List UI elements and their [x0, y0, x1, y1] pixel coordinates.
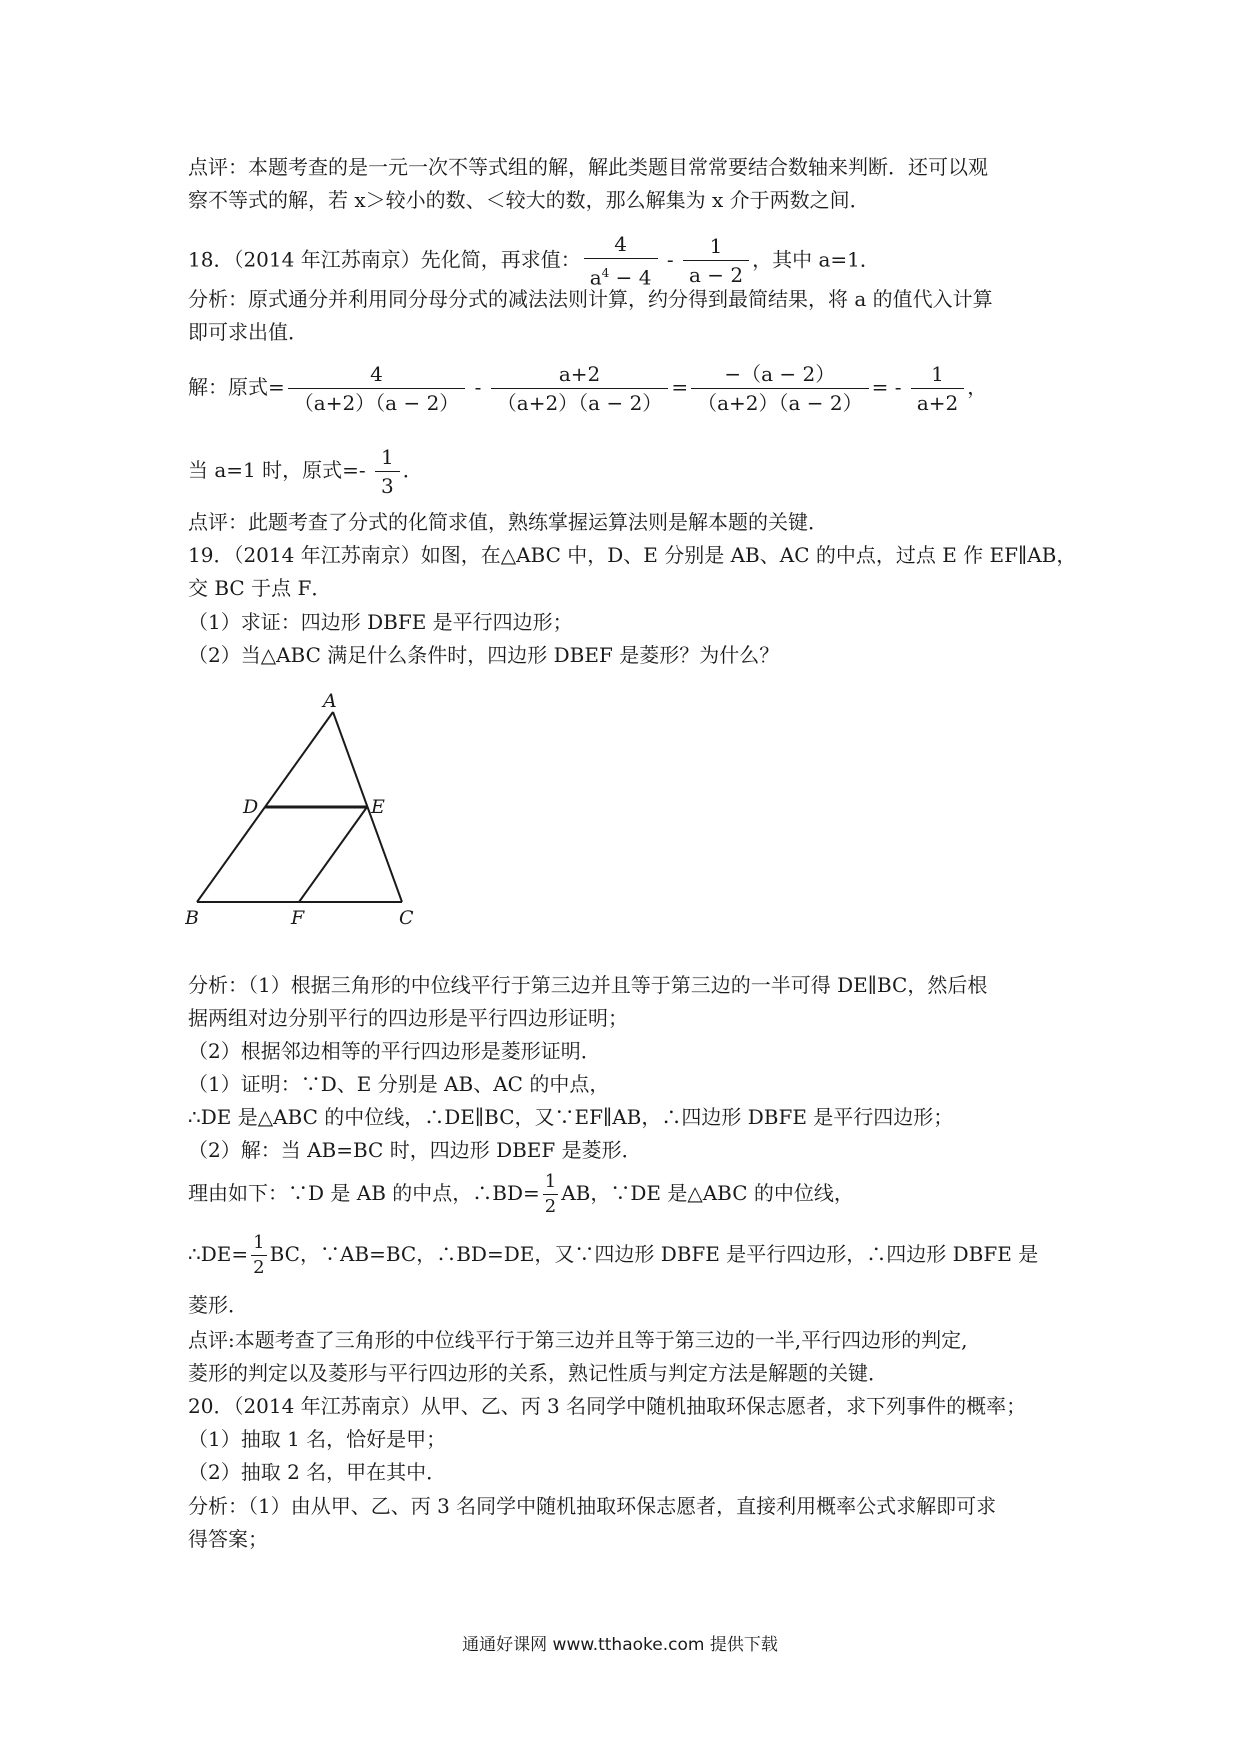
analysis-18-line-1: 分析：原式通分并利用同分母分式的减法法则计算，约分得到最简结果，将 a 的值代入计算 — [188, 287, 993, 311]
label-b: B — [185, 907, 199, 928]
proof-19-line-4: 理由如下：∵D 是 AB 的中点，∴BD= $\frac{1}{2}$ AB，∵DE 是△ABC 的中位线， — [188, 1171, 854, 1217]
analysis-19-line-2: 据两组对边分别平行的四边形是平行四边形证明； — [188, 1006, 628, 1030]
comment-18: 点评：此题考查了分式的化简求值，熟练掌握运算法则是解本题的关键． — [188, 510, 828, 534]
solution-fraction-3: $\frac{-(a - 2)}{(a+2)(a - 2)}$ — [691, 362, 869, 415]
solution-18-value: 当 a=1 时，原式=- $\frac{1}{3}$ ． — [188, 445, 423, 498]
fraction-one-half: $\frac{1}{2}$ — [544, 1171, 557, 1217]
question-19-part-2: （2）当△ABC 满足什么条件时，四边形 DBEF 是菱形？为什么？ — [188, 643, 780, 667]
question-19-line-1: 19．（2014 年江苏南京）如图，在△ABC 中，D、E 分别是 AB、AC 的中点，过点 E 作 EF∥AB， — [188, 543, 1077, 567]
solution-fraction-4: $\frac{1}{a+2}$ — [911, 362, 964, 415]
analysis-19-line-3: （2）根据邻边相等的平行四边形是菱形证明． — [188, 1039, 601, 1063]
page-footer: 通通好课网 www.tthaoke.com 提供下载 — [462, 1635, 778, 1655]
analysis-20-line-1: 分析：（1）由从甲、乙、丙 3 名同学中随机抽取环保志愿者，直接利用概率公式求解即可求 — [188, 1494, 997, 1518]
question-18-suffix: ，其中 a=1． — [752, 247, 880, 272]
label-d: D — [243, 796, 259, 818]
solution-18: 解：原式= $\frac{4}{(a+2)(a - 2)}$ - $\frac{a+2}{(a+2)(a - 2)}$ = $\frac{-(a - 2)}{(a+2)(a - 2)}$ = - $\frac{1}{a+2}$ ， — [188, 362, 988, 415]
proof-19-line-2: ∴DE 是△ABC 的中位线，∴DE∥BC，又∵EF∥AB，∴四边形 DBFE 是平行四边形； — [188, 1105, 954, 1129]
question-19-part-1: （1）求证：四边形 DBFE 是平行四边形； — [188, 610, 573, 634]
question-19-line-2: 交 BC 于点 F． — [188, 576, 332, 600]
proof-19-line-6: 菱形． — [188, 1293, 248, 1317]
question-20-line-1: 20．（2014 年江苏南京）从甲、乙、丙 3 名同学中随机抽取环保志愿者，求下列事件的概率； — [188, 1394, 1027, 1418]
comment-17-line-2: 察不等式的解，若 x＞较小的数、＜较大的数，那么解集为 x 介于两数之间． — [188, 188, 870, 212]
proof-19-line-5: ∴DE= $\frac{1}{2}$ BC，∵AB=BC，∴BD=DE，又∵四边形 DBFE 是平行四边形，∴四边形 DBFE 是 — [188, 1232, 1039, 1278]
question-18: 18．（2014 年江苏南京）先化简，再求值： $\frac{4}{a^4 - 4}$ - $\frac{1}{a - 2}$ ，其中 a=1． — [188, 232, 880, 290]
proof-19-line-1: （1）证明：∵D、E 分别是 AB、AC 的中点， — [188, 1072, 610, 1096]
fraction-one-half: $\frac{1}{2}$ — [253, 1232, 265, 1278]
question-20-part-1: （1）抽取 1 名，恰好是甲； — [188, 1427, 447, 1451]
solution-fraction-1: $\frac{4}{(a+2)(a - 2)}$ — [288, 362, 466, 415]
label-a: A — [323, 690, 337, 712]
segment-ef — [299, 807, 367, 902]
analysis-19-line-1: 分析：（1）根据三角形的中位线平行于第三边并且等于第三边的一半可得 DE∥BC，然后根 — [188, 973, 988, 997]
solution-fraction-2: $\frac{a+2}{(a+2)(a - 2)}$ — [491, 362, 669, 415]
fraction-4-over-a4-4: $\frac{4}{a^4 - 4}$ — [584, 232, 658, 290]
triangle-figure — [185, 688, 425, 928]
label-f: F — [291, 907, 305, 928]
comment-19-line-2: 菱形的判定以及菱形与平行四边形的关系，熟记性质与判定方法是解题的关键． — [188, 1361, 888, 1385]
comment-19-line-1: 点评:本题考查了三角形的中位线平行于第三边并且等于第三边的一半,平行四边形的判定, — [188, 1328, 968, 1352]
analysis-18-line-2: 即可求出值． — [188, 320, 308, 344]
proof-19-line-3: （2）解：当 AB=BC 时，四边形 DBEF 是菱形． — [188, 1138, 642, 1162]
analysis-20-line-2: 得答案； — [188, 1527, 268, 1551]
label-e: E — [371, 796, 385, 818]
label-c: C — [399, 907, 414, 928]
fraction-1-over-a-2: $\frac{1}{a - 2}$ — [683, 234, 749, 287]
question-20-part-2: （2）抽取 2 名，甲在其中． — [188, 1460, 447, 1484]
question-18-text: 18．（2014 年江苏南京）先化简，再求值： — [188, 247, 581, 272]
fraction-one-third: $\frac{1}{3}$ — [375, 445, 400, 498]
comment-17-line-1: 点评：本题考查的是一元一次不等式组的解，解此类题目常常要结合数轴来判断．还可以观 — [188, 155, 988, 179]
